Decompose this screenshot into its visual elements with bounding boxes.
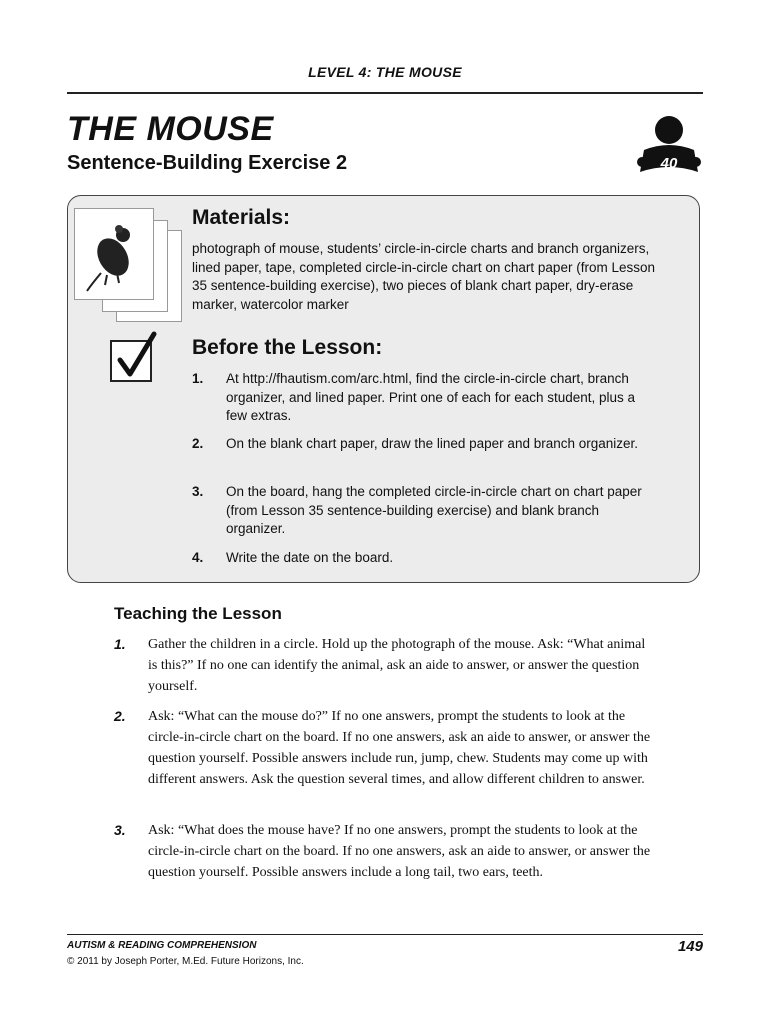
- materials-heading: Materials:: [192, 206, 291, 229]
- step-number: 4.: [192, 550, 204, 565]
- reader-head-icon: [655, 116, 683, 144]
- step-text: On the board, hang the completed circle-in-circle chart on chart paper (from Lesson 35 sentence-building exercise) and blank branch organizer.: [226, 484, 642, 536]
- step-text: Ask: “What does the mouse have? If no one answers, prompt the students to look at the circle-in-circle chart on the board. If no one answers, ask an aide to answer, or answer the question yourself. Possible answers include a long tail, two ears, teeth.: [148, 823, 651, 880]
- lesson-number: 40: [660, 155, 678, 172]
- step-text: Ask: “What can the mouse do?” If no one answers, prompt the students to look at the circle-in-circle chart on the board. If no one answers, ask an aide to answer, or answer the question yourself. Possible answers include run, jump, chew. Students may come up with different answers. Ask the question several times, and allow different children to answer.: [148, 709, 651, 787]
- checkbox-icon: [110, 340, 152, 382]
- header-rule: [67, 92, 703, 94]
- running-head: LEVEL 4: THE MOUSE: [308, 64, 462, 80]
- step-text: Gather the children in a circle. Hold up the photograph of the mouse. Ask: “What animal is this?” If no one can identify the animal, ask an aide to answer, or answer the question yourself.: [148, 637, 646, 694]
- step-number: 2.: [192, 436, 204, 451]
- step-number: 1.: [192, 371, 204, 386]
- page-subtitle: Sentence-Building Exercise 2: [67, 152, 348, 174]
- step-text: On the blank chart paper, draw the lined paper and branch organizer.: [226, 436, 639, 451]
- teaching-heading: Teaching the Lesson: [114, 604, 282, 623]
- materials-list: photograph of mouse, students’ circle-in-circle charts and branch organizers, lined paper, tape, completed circle-in-circle chart on chart paper (from Lesson 35 sentence-building exercise), two pieces of blank chart paper, dry-erase marker, watercolor marker: [192, 241, 655, 312]
- step-number: 2.: [114, 708, 126, 724]
- mouse-photo-icon: [83, 223, 143, 293]
- page-number: 149: [677, 938, 703, 955]
- footer-copyright: © 2011 by Joseph Porter, M.Ed. Future Horizons, Inc.: [67, 956, 304, 967]
- materials-thumbnails: [74, 200, 184, 328]
- before-lesson-heading: Before the Lesson:: [192, 336, 383, 359]
- footer-rule: [67, 934, 703, 935]
- step-number: 3.: [114, 822, 126, 838]
- worksheet-thumbnail: [74, 208, 154, 300]
- page-title: THE MOUSE: [67, 110, 274, 148]
- lesson-badge: [636, 112, 702, 186]
- footer-book-title: AUTISM & READING COMPREHENSION: [67, 940, 257, 951]
- step-text: At http://fhautism.com/arc.html, find the circle-in-circle chart, branch organizer, and lined paper. Print one of each for each student, plus a few extras.: [226, 371, 636, 423]
- step-text: Write the date on the board.: [226, 550, 394, 565]
- step-number: 3.: [192, 484, 204, 499]
- step-number: 1.: [114, 636, 126, 652]
